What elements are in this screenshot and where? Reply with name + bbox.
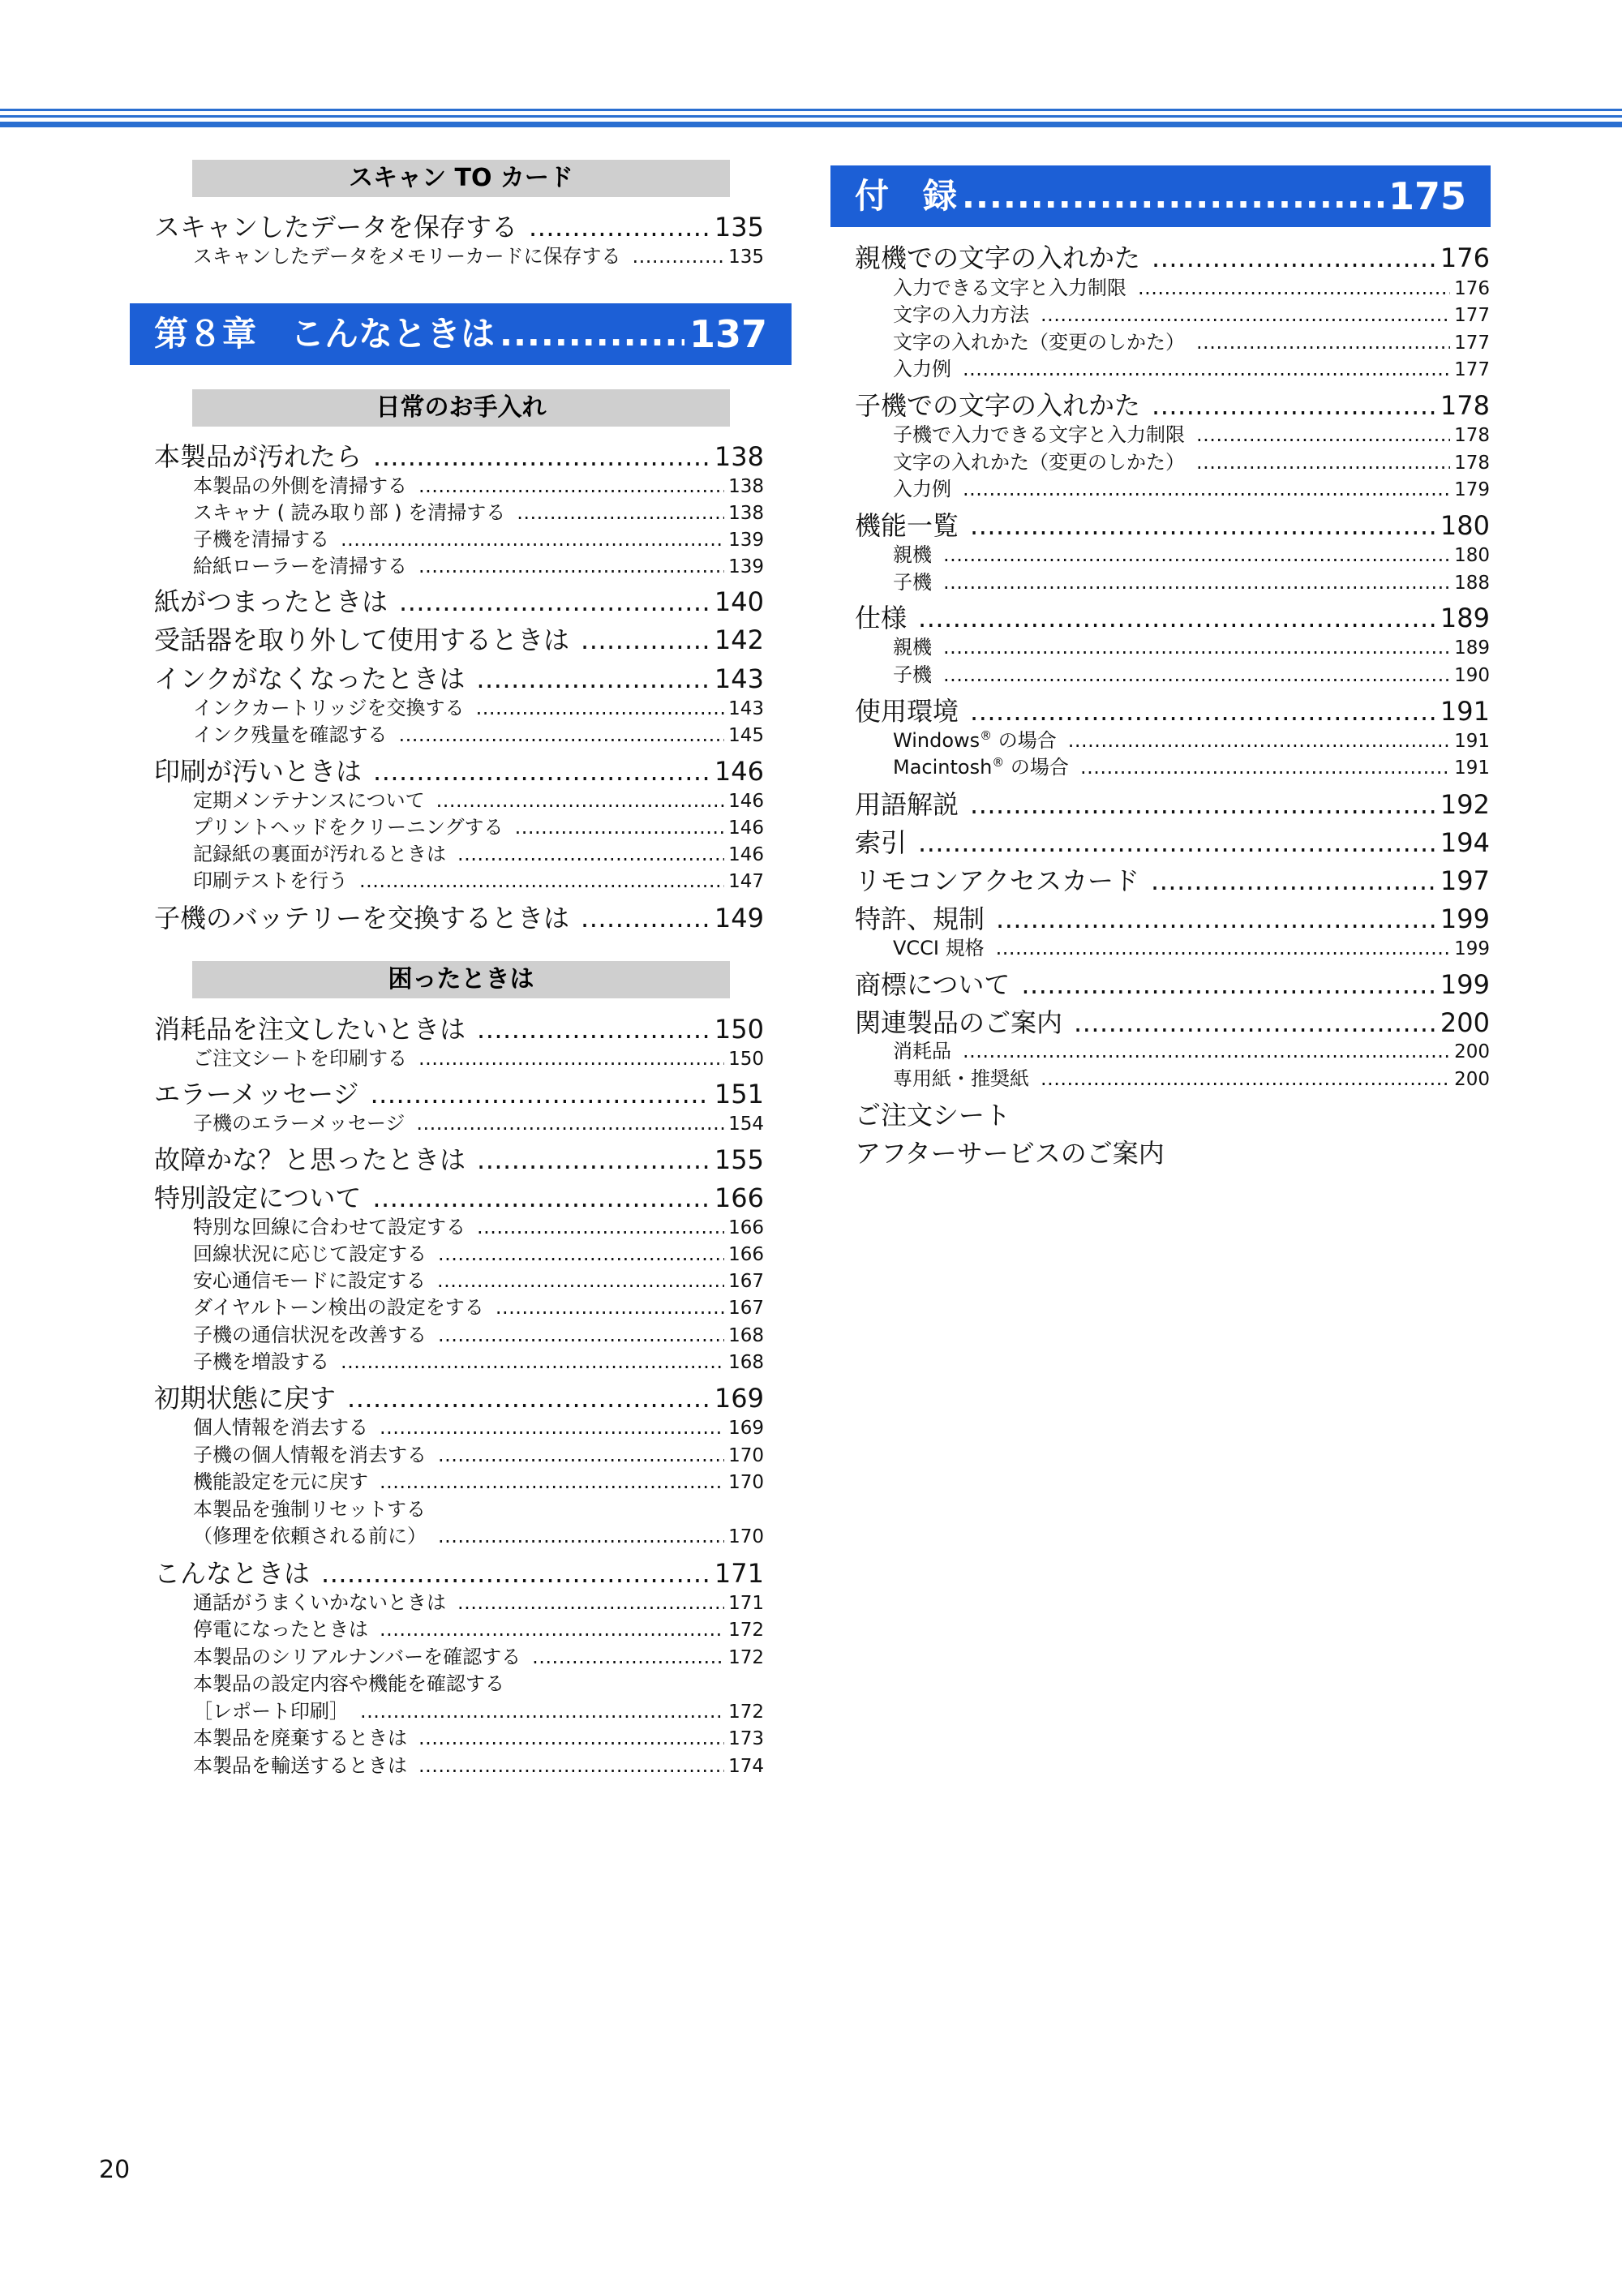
toc-entry[interactable]: 子機のバッテリーを交換するときは ..... 149: [154, 900, 764, 936]
toc-subentry[interactable]: ［レポート印刷］ ..... 172: [193, 1698, 764, 1725]
toc-entry[interactable]: 使用環境 ..... 191: [855, 693, 1490, 729]
toc-entry[interactable]: エラーメッセージ ..... 151: [154, 1076, 764, 1112]
toc-subentry[interactable]: 子機を増設する ..... 168: [193, 1349, 764, 1375]
toc-subentry[interactable]: 子機の個人情報を消去する ..... 170: [193, 1442, 764, 1469]
toc-subentry[interactable]: 本製品の設定内容や機能を確認する: [193, 1672, 504, 1695]
toc-subentry[interactable]: ダイヤルトーン検出の設定をする ..... 167: [193, 1294, 764, 1321]
toc-subentry[interactable]: 子機 ..... 188: [893, 569, 1490, 596]
toc-subentry[interactable]: 親機 ..... 180: [893, 542, 1490, 569]
toc-subentry[interactable]: 入力例 ..... 179: [893, 476, 1490, 503]
toc-entry[interactable]: 索引 ..... 194: [855, 825, 1490, 860]
toc-subentry[interactable]: プリントヘッドをクリーニングする ..... 146: [193, 814, 764, 841]
toc-entry[interactable]: 子機での文字の入れかた ..... 178: [855, 388, 1490, 423]
section-heading-daily-care: 日常のお手入れ: [192, 389, 730, 427]
section-heading-troubleshooting: 困ったときは: [192, 961, 730, 998]
toc-subentry[interactable]: 記録紙の裏面が汚れるときは ..... 146: [193, 841, 764, 868]
toc-subentry[interactable]: 文字の入れかた（変更のしかた） ..... 178: [893, 449, 1490, 476]
toc-subentry[interactable]: 本製品を輸送するときは ..... 174: [193, 1753, 764, 1779]
toc-subentry[interactable]: （修理を依頼される前に） ..... 170: [193, 1523, 764, 1550]
toc-subentry[interactable]: 本製品を廃棄するときは ..... 173: [193, 1725, 764, 1752]
appendix-heading[interactable]: 付 録 ..... 175: [830, 165, 1491, 227]
toc-entry[interactable]: 紙がつまったときは ..... 140: [154, 584, 764, 620]
toc-subentry[interactable]: 印刷テストを行う ..... 147: [193, 868, 764, 895]
section-heading-scan-to-card: スキャン TO カード: [192, 160, 730, 197]
toc-subentry[interactable]: VCCI 規格 ..... 199: [893, 935, 1490, 962]
header-rule-thin-1: [0, 109, 1622, 111]
toc-subentry[interactable]: 子機の通信状況を改善する ..... 168: [193, 1322, 764, 1349]
toc-subentry[interactable]: 子機 ..... 190: [893, 662, 1490, 689]
toc-subentry[interactable]: ご注文シートを印刷する ..... 150: [193, 1045, 764, 1072]
toc-entry[interactable]: 受話器を取り外して使用するときは ..... 142: [154, 622, 764, 658]
toc-entry[interactable]: リモコンアクセスカード ..... 197: [855, 863, 1490, 899]
toc-subentry[interactable]: 機能設定を元に戻す ..... 170: [193, 1469, 764, 1496]
toc-entry[interactable]: こんなときは ..... 171: [154, 1556, 764, 1591]
header-rule-thin-2: [0, 115, 1622, 118]
toc-entry[interactable]: スキャンしたデータを保存する ..... 135: [154, 209, 764, 245]
toc-entry[interactable]: 商標について ..... 199: [855, 967, 1490, 1002]
toc-subentry[interactable]: インク残量を確認する ..... 145: [193, 722, 764, 749]
toc-subentry[interactable]: スキャンしたデータをメモリーカードに保存する ..... 135: [193, 243, 764, 270]
toc-entry[interactable]: ご注文シート: [855, 1100, 1011, 1131]
toc-entry[interactable]: 印刷が汚いときは ..... 146: [154, 753, 764, 789]
toc-entry[interactable]: 消耗品を注文したいときは ..... 150: [154, 1011, 764, 1047]
toc-subentry[interactable]: 安心通信モードに設定する ..... 167: [193, 1268, 764, 1294]
toc-entry[interactable]: 特許、規制 ..... 199: [855, 901, 1490, 937]
toc-subentry[interactable]: 親機 ..... 189: [893, 634, 1490, 661]
toc-subentry-macintosh[interactable]: Macintosh® の場合 ..... 191: [893, 754, 1490, 781]
toc-subentry[interactable]: 文字の入れかた（変更のしかた） ..... 177: [893, 329, 1490, 356]
toc-subentry[interactable]: 専用紙・推奨紙 ..... 200: [893, 1066, 1490, 1092]
toc-subentry[interactable]: 定期メンテナンスについて ..... 146: [193, 788, 764, 814]
toc-subentry[interactable]: 文字の入力方法 ..... 177: [893, 302, 1490, 328]
toc-subentry[interactable]: 入力例 ..... 177: [893, 356, 1490, 383]
toc-subentry[interactable]: 子機のエラーメッセージ ..... 154: [193, 1110, 764, 1137]
toc-entry[interactable]: 関連製品のご案内 ..... 200: [855, 1005, 1490, 1041]
toc-subentry[interactable]: 本製品のシリアルナンバーを確認する ..... 172: [193, 1644, 764, 1671]
toc-subentry[interactable]: 入力できる文字と入力制限 ..... 176: [893, 275, 1490, 302]
toc-entry[interactable]: インクがなくなったときは ..... 143: [154, 661, 764, 697]
toc-subentry[interactable]: 消耗品 ..... 200: [893, 1038, 1490, 1065]
page-number: 20: [99, 2156, 131, 2184]
toc-subentry[interactable]: 本製品の外側を清掃する ..... 138: [193, 473, 764, 500]
header-rule-thick: [0, 122, 1622, 127]
toc-subentry[interactable]: 通話がうまくいかないときは ..... 171: [193, 1590, 764, 1616]
toc-subentry[interactable]: 本製品を強制リセットする: [193, 1498, 427, 1521]
toc-subentry[interactable]: 給紙ローラーを清掃する ..... 139: [193, 553, 764, 580]
toc-entry[interactable]: 親機での文字の入れかた ..... 176: [855, 240, 1490, 276]
toc-subentry[interactable]: インクカートリッジを交換する ..... 143: [193, 695, 764, 722]
toc-subentry-windows[interactable]: Windows® の場合 ..... 191: [893, 727, 1490, 754]
toc-entry[interactable]: 本製品が汚れたら ..... 138: [154, 439, 764, 474]
toc-subentry[interactable]: 子機を清掃する ..... 139: [193, 526, 764, 553]
toc-subentry[interactable]: 停電になったときは ..... 172: [193, 1616, 764, 1643]
toc-subentry[interactable]: 特別な回線に合わせて設定する ..... 166: [193, 1214, 764, 1241]
toc-entry[interactable]: 特別設定について ..... 166: [154, 1180, 764, 1216]
toc-subentry[interactable]: 個人情報を消去する ..... 169: [193, 1414, 764, 1441]
toc-entry[interactable]: 仕様 ..... 189: [855, 600, 1490, 636]
toc-entry[interactable]: 用語解説 ..... 192: [855, 787, 1490, 822]
toc-entry[interactable]: 機能一覧 ..... 180: [855, 508, 1490, 543]
toc-subentry[interactable]: 回線状況に応じて設定する ..... 166: [193, 1241, 764, 1268]
toc-entry[interactable]: 故障かな？と思ったときは ..... 155: [154, 1142, 764, 1178]
toc-subentry[interactable]: スキャナ ( 読み取り部 ) を清掃する ..... 138: [193, 500, 764, 526]
toc-subentry[interactable]: 子機で入力できる文字と入力制限 ..... 178: [893, 422, 1490, 448]
toc-entry[interactable]: 初期状態に戻す ..... 169: [154, 1380, 764, 1416]
chapter-heading-8[interactable]: 第８章 こんなときは ..... 137: [130, 303, 792, 365]
toc-entry[interactable]: アフターサービスのご案内: [855, 1138, 1165, 1169]
